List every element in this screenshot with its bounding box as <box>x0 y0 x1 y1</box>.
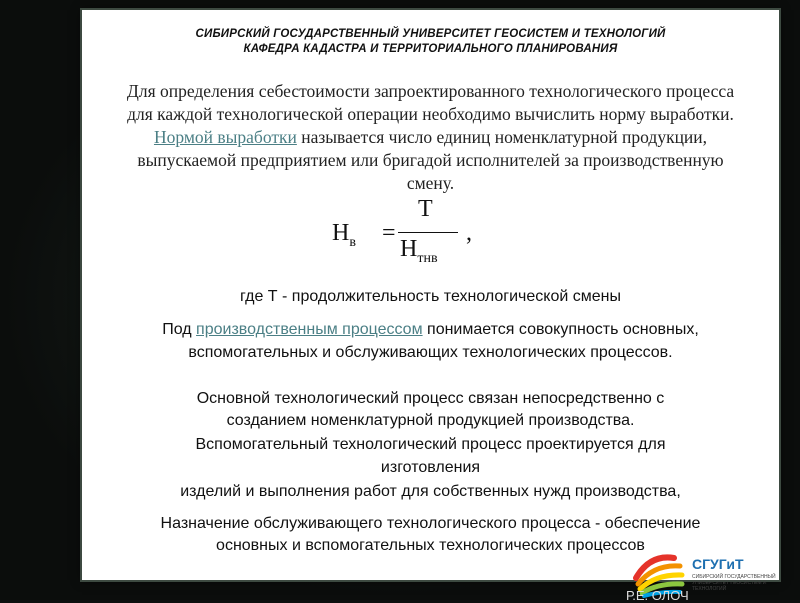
logo-subtitle: СИБИРСКИЙ ГОСУДАРСТВЕННЫЙ УНИВЕРСИТЕТ ГЕОСИСТЕМ И ТЕХНОЛОГИЙ <box>692 574 776 592</box>
main-process-line-1: Основной технологический процесс связан непосредственно с <box>196 390 665 407</box>
logo-name: СГУГиТ <box>692 556 744 572</box>
intro-line-5: смену. <box>406 173 455 193</box>
footer-cut-text: Р.Е. ОЛОЧ <box>626 588 689 603</box>
intro-line-3 <box>82 126 779 149</box>
intro-line-4: выпускаемой предприятием или бригадой исполнителей за производственную <box>137 150 724 170</box>
production-process-prefix: Под <box>162 321 197 338</box>
auxiliary-process-line-3: изделий и выполнения работ для собственных нужд производства, <box>180 483 681 500</box>
service-process-line-2: основных и вспомогательных технологических процессов <box>216 537 645 554</box>
where-line: где Т - продолжительность технологической смены <box>240 288 621 305</box>
intro-line-3-rest: называется число единиц номенклатурной продукции, <box>296 127 708 147</box>
formula-comma: , <box>466 220 472 246</box>
formula-denominator <box>400 236 438 267</box>
formula-denominator-main: Н <box>400 236 418 262</box>
auxiliary-process-line-2: изготовления <box>380 459 481 476</box>
slide <box>82 10 779 580</box>
formula-lhs <box>332 220 356 251</box>
intro-line-2: для каждой технологической операции необходимо вычислить норму выработки. <box>127 104 734 124</box>
formula-numerator: Т <box>418 196 433 222</box>
formula-equals: = <box>382 220 396 246</box>
production-process-link[interactable]: производственным процессом <box>196 321 423 338</box>
production-process-line-2: вспомогательных и обслуживающих технологических процессов. <box>188 344 673 361</box>
formula-lhs-main: Н <box>332 220 350 246</box>
intro-line-1: Для определения себестоимости запроектированного технологического процесса <box>126 81 735 101</box>
definition-link[interactable]: Нормой выработки <box>153 127 297 147</box>
auxiliary-process-line-1: Вспомогательный технологический процесс проектируется для <box>195 436 666 453</box>
fraction-bar <box>398 232 458 233</box>
main-process-line-2: созданием номенклатурной продукцией производства. <box>226 412 635 429</box>
production-process-rest: понимается совокупность основных, <box>422 321 699 338</box>
service-process-line-1: Назначение обслуживающего технологического процесса - обеспечение <box>160 515 701 532</box>
norm-formula <box>332 196 532 282</box>
department-header: КАФЕДРА КАДАСТРА И ТЕРРИТОРИАЛЬНОГО ПЛАНИРОВАНИЯ <box>243 43 618 55</box>
formula-denominator-sub: тнв <box>417 250 438 266</box>
formula-lhs-sub: в <box>349 234 356 250</box>
university-header: СИБИРСКИЙ ГОСУДАРСТВЕННЫЙ УНИВЕРСИТЕТ ГЕОСИСТЕМ И ТЕХНОЛОГИЙ <box>195 28 666 40</box>
production-process-line-1 <box>82 319 779 340</box>
